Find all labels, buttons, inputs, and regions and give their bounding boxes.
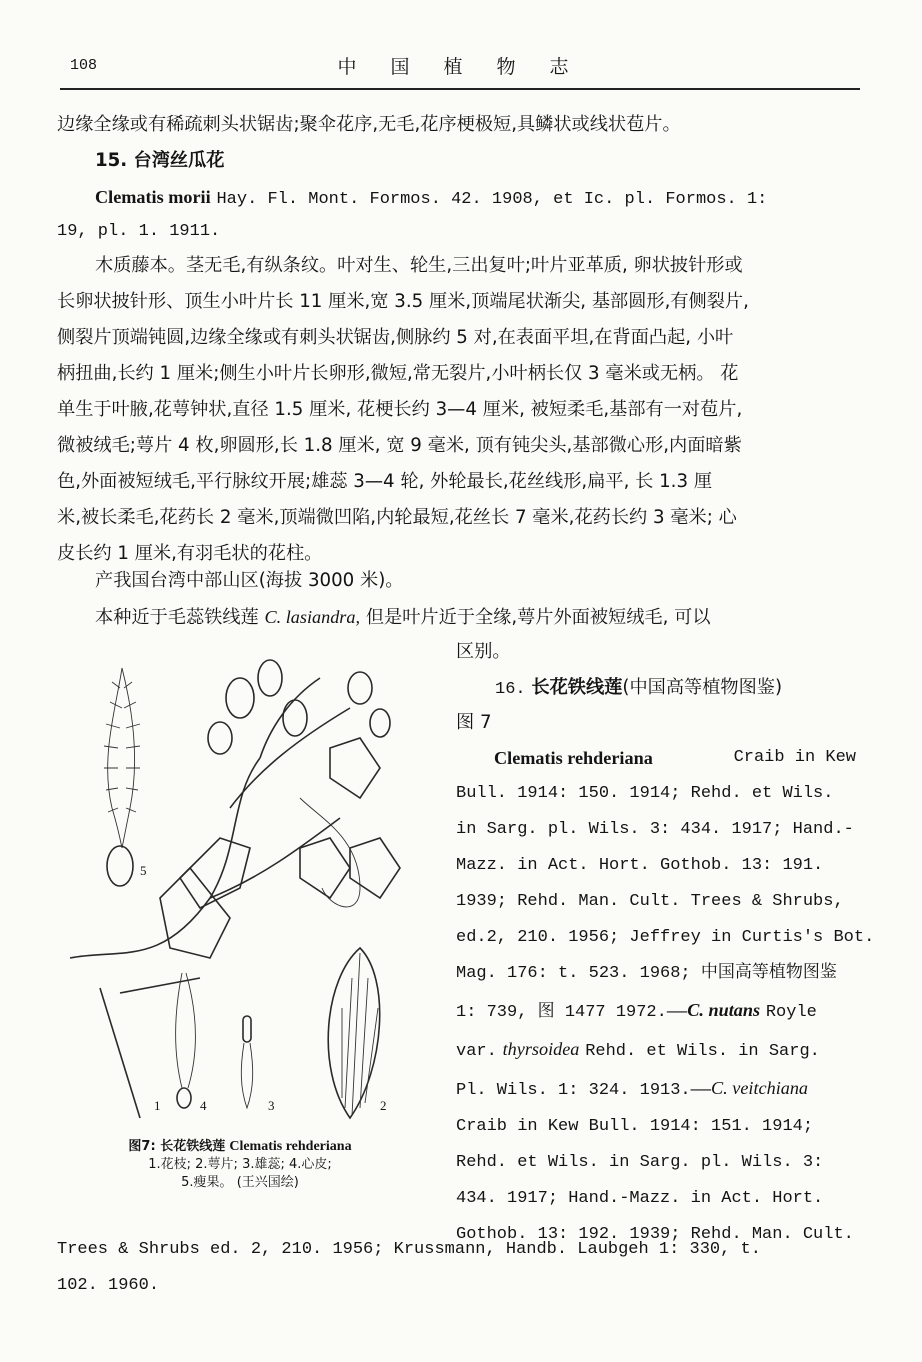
citation-line: 1939; Rehd. Man. Cult. Trees & Shrubs, xyxy=(456,892,844,911)
species-15-citation-text: Hay. Fl. Mont. Formos. 42. 1908, et Ic. pl. Formos. 1: xyxy=(216,190,768,209)
citation-line: Mag. 176: t. 523. 1968; 中国高等植物图鉴 xyxy=(456,964,837,983)
figure-caption xyxy=(60,1138,420,1192)
description-line: 柄扭曲,长约 1 厘米;侧生小叶片长卵形,微短,常无裂片,小叶柄长仅 3 毫米或无柄。 花 xyxy=(57,363,739,384)
citation-text: Craib in Kew xyxy=(733,748,856,767)
running-title: 中国植物志 xyxy=(337,56,603,78)
citation-line xyxy=(456,1070,856,1109)
caption-parts-end: 5.瘦果。 (王兴国绘) xyxy=(181,1175,299,1190)
species-16-source: (中国高等植物图鉴) xyxy=(622,677,783,698)
citation-line: Rehd. et Wils. in Sarg. pl. Wils. 3: xyxy=(456,1153,824,1172)
flowering-branch-drawing xyxy=(70,660,400,1118)
figure-label: 4 xyxy=(200,1098,207,1113)
citation-line xyxy=(456,740,856,776)
description-line: 单生于叶腋,花萼钟状,直径 1.5 厘米, 花梗长约 3—4 厘米, 被短柔毛,基部有一对苞片, xyxy=(57,399,743,420)
synonym-name: C. nutans xyxy=(687,1000,761,1020)
citation-line: 434. 1917; Hand.-Mazz. in Act. Hort. xyxy=(456,1189,824,1208)
variety-epithet: thyrsoidea xyxy=(502,1039,580,1059)
citation-full-line: Trees & Shrubs ed. 2, 210. 1956; Krussmann, Handb. Laubgeh 1: 330, t. xyxy=(57,1240,761,1259)
header-rule xyxy=(60,88,860,90)
description-line: 长卵状披针形、顶生小叶片长 11 厘米,宽 3.5 厘米,顶端尾状渐尖, 基部圆形,有侧裂片, xyxy=(57,291,749,312)
species-15-note xyxy=(95,599,711,636)
continued-paragraph: 边缘全缘或有稀疏刺头状锯齿;聚伞花序,无毛,花序梗极短,具鳞状或线状苞片。 xyxy=(57,114,681,135)
caption-title xyxy=(60,1138,420,1156)
carpel-drawing xyxy=(176,973,196,1108)
citation-text: var. xyxy=(456,1042,497,1061)
figure-label: 2 xyxy=(380,1098,387,1113)
citation-text: 1: 739, 图 1477 1972.—— xyxy=(456,1003,688,1022)
synonym-name: C. veitchiana xyxy=(711,1078,809,1098)
species-16-chinese-name: 长花铁线莲 xyxy=(531,677,623,698)
citation-final-line: 102. 1960. xyxy=(57,1276,160,1295)
citation-line: Mazz. in Act. Hort. Gothob. 13: 191. xyxy=(456,856,824,875)
species-15-citation xyxy=(95,179,860,218)
citation-line: Bull. 1914: 150. 1914; Rehd. et Wils. xyxy=(456,784,834,803)
botanical-illustration xyxy=(60,648,420,1128)
figure-label: 5 xyxy=(140,863,147,878)
species-15-description xyxy=(57,248,863,572)
figure-reference: 图 7 xyxy=(456,712,492,733)
figure-label: 3 xyxy=(268,1098,275,1113)
figure-label: 1 xyxy=(154,1098,161,1113)
citation-line: ed.2, 210. 1956; Jeffrey in Curtis's Bot. xyxy=(456,928,875,947)
species-15-latin-name: Clematis morii xyxy=(95,187,211,207)
species-16-latin-name: Clematis rehderiana xyxy=(494,748,653,768)
caption-title-chinese: 图7: 长花铁线莲 xyxy=(128,1139,226,1154)
species-16-heading xyxy=(495,670,782,708)
citation-line: Craib in Kew Bull. 1914: 151. 1914; xyxy=(456,1117,814,1136)
sepal-drawing xyxy=(328,948,379,1118)
species-15-citation-line2: 19, pl. 1. 1911. xyxy=(57,222,221,241)
description-line: 木质藤本。茎无毛,有纵条纹。叶对生、轮生,三出复叶;叶片亚革质, 卵状披针形或 xyxy=(95,255,743,276)
species-16-citations xyxy=(456,740,875,1253)
citation-line xyxy=(456,992,856,1031)
species-16-number: 16. xyxy=(495,680,526,699)
note-latin: C. lasiandra, xyxy=(264,607,361,627)
citation-text: Royle xyxy=(765,1003,817,1022)
citation-line: in Sarg. pl. Wils. 3: 434. 1917; Hand.- xyxy=(456,820,854,839)
species-15-note-end: 区别。 xyxy=(456,641,511,662)
note-text-a: 本种近于毛蕊铁线莲 xyxy=(95,607,259,628)
description-line: 色,外面被短绒毛,平行脉纹开展;雄蕊 3—4 轮, 外轮最长,花丝线形,扁平, 长 1.3 厘 xyxy=(57,471,713,492)
caption-title-latin: Clematis rehderiana xyxy=(229,1139,352,1154)
caption-parts: 1.花枝; 2.萼片; 3.雄蕊; 4.心皮; xyxy=(148,1157,332,1172)
description-line: 米,被长柔毛,花药长 2 毫米,顶端微凹陷,内轮最短,花丝长 7 毫米,花药长约 3 毫米; 心 xyxy=(57,507,737,528)
citation-text: Rehd. et Wils. in Sarg. xyxy=(585,1042,820,1061)
description-line: 微被绒毛;萼片 4 枚,卵圆形,长 1.8 厘米, 宽 9 毫米, 顶有钝尖头,基部微心形,内面暗紫 xyxy=(57,435,742,456)
description-line: 侧裂片顶端钝圆,边缘全缘或有刺头状锯齿,侧脉约 5 对,在表面平坦,在背面凸起, 小叶 xyxy=(57,327,734,348)
species-15-heading: 15. 台湾丝瓜花 xyxy=(95,150,225,171)
stamen-drawing xyxy=(241,1016,252,1108)
description-line: 皮长约 1 厘米,有羽毛状的花柱。 xyxy=(57,543,323,564)
citation-line xyxy=(456,1031,856,1070)
achene-drawing xyxy=(104,668,140,886)
citation-line: Gothob. 13: 192. 1939; Rehd. Man. Cult. xyxy=(456,1225,854,1244)
species-15-distribution: 产我国台湾中部山区(海拔 3000 米)。 xyxy=(95,570,404,591)
note-text-b: 但是叶片近于全缘,萼片外面被短绒毛, 可以 xyxy=(365,607,711,628)
page-number: 108 xyxy=(70,57,98,74)
citation-text: Pl. Wils. 1: 324. 1913.—— xyxy=(456,1081,712,1100)
